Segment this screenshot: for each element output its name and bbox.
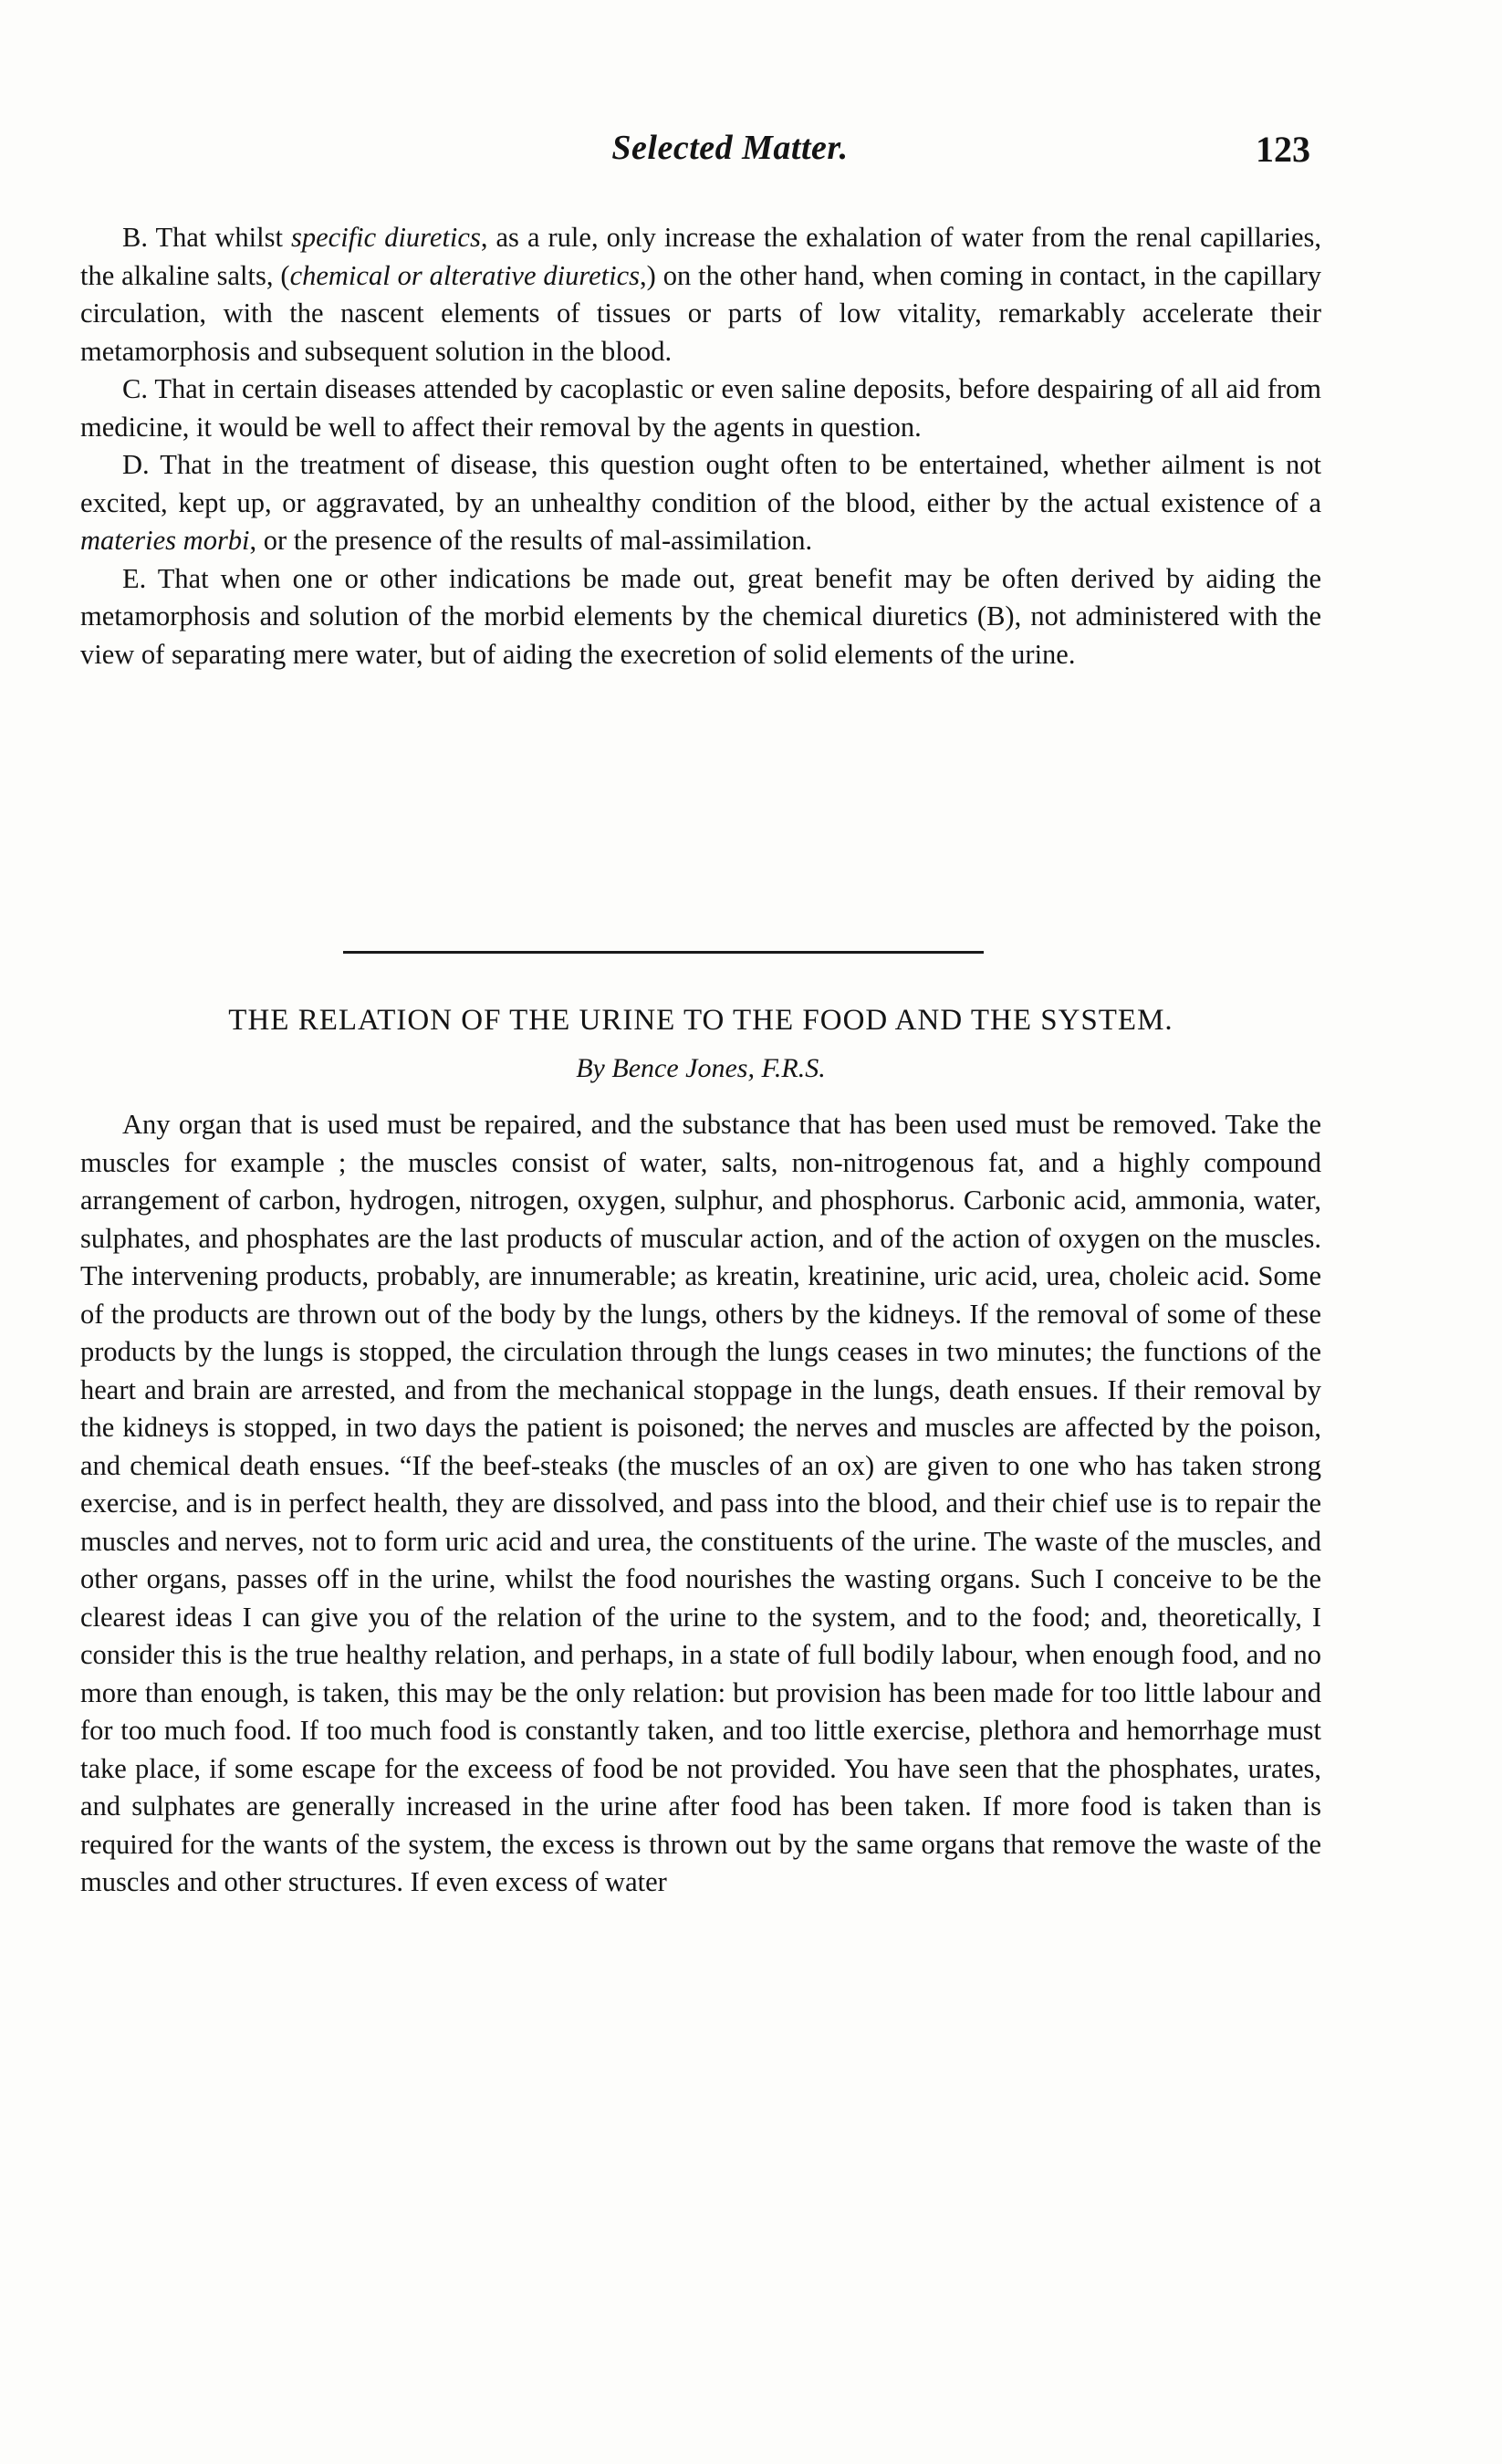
page-number: 123 xyxy=(1256,129,1310,170)
running-title: Selected Matter. xyxy=(611,129,849,167)
section-divider xyxy=(343,951,984,954)
article-byline: By Bence Jones, F.R.S. xyxy=(576,1053,826,1083)
conclusions-section xyxy=(80,219,1321,673)
paragraph-b: B. That whilst specific diuretics, as a rule, only increase the exhalation of water from the renal capillaries, the alkaline salts, (chemical or alterative diuretics,) on the other hand, when coming in contact, in the capillary circulation, with the nascent elements of tissues or parts of low vitality, remarkably accelerate their metamorphosis and subsequent solution in the blood. xyxy=(80,222,1321,367)
running-head xyxy=(137,128,1323,183)
article-title: THE RELATION OF THE URINE TO THE FOOD AND THE SYSTEM. xyxy=(228,1004,1173,1037)
paragraph-c: C. That in certain diseases attended by cacoplastic or even saline deposits, before despairing of all aid from medicine, it would be well to affect their removal by the agents in question. xyxy=(80,373,1321,443)
article-body xyxy=(80,1106,1321,1902)
paragraph-d: D. That in the treatment of disease, this question ought often to be entertained, whether ailment is not excited, kept up, or aggravated, by an unhealthy condition of the blood, either by the actual existence of a materies morbi, or the presence of the results of mal-assimilation. xyxy=(80,449,1321,556)
article-paragraph: Any organ that is used must be repaired, and the substance that has been used must be removed. Take the muscles for example ; the muscles consist of water, salts, non-nitrogenous fat, and a highly compound arrangement of carbon, hydrogen, nitrogen, oxygen, sulphur, and phosphorus. Carbonic acid, ammonia, water, sulphates, and phosphates are the last products of muscular action, and of the action of oxygen on the muscles. The intervening products, probably, are innumerable; as kreatin, kreatinine, uric acid, urea, choleic acid. Some of the products are thrown out of the body by the lungs, others by the kidneys. If the removal of some of these products by the lungs is stopped, the circulation through the lungs ceases in two minutes; the functions of the heart and brain are arrested, and from the mechanical stoppage in the lungs, death ensues. If their removal by the kidneys is stopped, in two days the patient is poisoned; the nerves and muscles are affected by the poison, and chemical death ensues. “If the beef-steaks (the muscles of an ox) are given to one who has taken strong exercise, and is in perfect health, they are dissolved, and pass into the blood, and their chief use is to repair the muscles and nerves, not to form uric acid and urea, the constituents of the urine. The waste of the muscles, and other organs, passes off in the urine, whilst the food nourishes the wasting organs. Such I conceive to be the clearest ideas I can give you of the relation of the urine to the system, and to the food; and, theoretically, I consider this is the true healthy relation, and perhaps, in a state of full bodily labour, when enough food, and no more than enough, is taken, this may be the only relation: but provision has been made for too little labour and for too much food. If too much food is constantly taken, and too little exercise, plethora and hemorrhage must take place, if some escape for the exceess of food be not provided. You have seen that the phosphates, urates, and sulphates are generally increased in the urine after food has been taken. If more food is taken than is required for the wants of the system, the excess is thrown out by the same organs that remove the waste of the muscles and other structures. If even excess of water xyxy=(80,1109,1321,1897)
paragraph-e: E. That when one or other indications be made out, great benefit may be often derived by aiding the metamorphosis and solution of the morbid elements by the chemical diuretics (B), not administered with the view of separating mere water, but of aiding the execretion of solid elements of the urine. xyxy=(80,562,1321,670)
